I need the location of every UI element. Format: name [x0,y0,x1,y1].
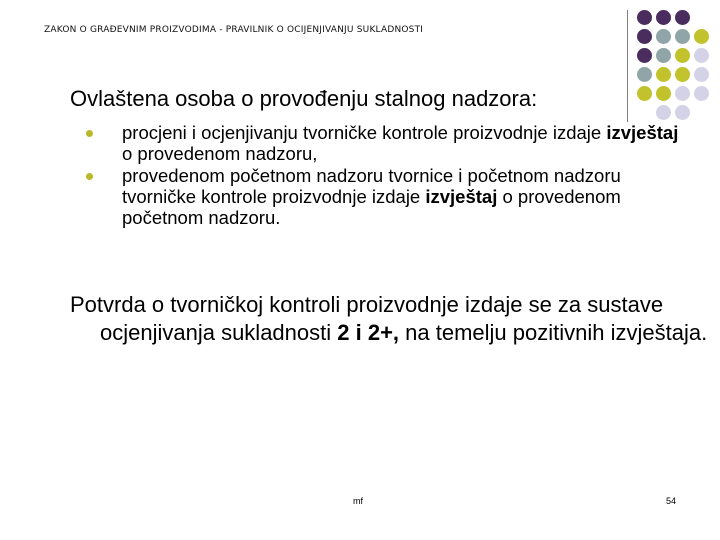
bullet-text: o provedenom nadzoru, [122,143,318,164]
bullet-text: o provedenom početnom nadzoru. [122,186,621,228]
body-paragraph [70,291,720,347]
bullet-text: provedenom početnom nadzoru tvornice i početnom nadzoru tvorničke kontrole proizvodnje izdaje [122,165,621,207]
decorative-dot [656,105,671,120]
decorative-dot [637,29,652,44]
decorative-dot [675,105,690,120]
bullet-dot-icon [86,173,93,180]
bullet-text: procjeni i ocjenjivanju tvorničke kontrole proizvodnje izdaje [122,122,607,143]
decorative-dot [637,67,652,82]
bullet-item [86,122,686,164]
bullet-item [86,165,686,228]
decorative-dot [656,67,671,82]
bullet-bold-text: izvještaj [606,122,679,143]
decorative-dot [656,86,671,101]
divider-line [627,10,628,122]
bullet-dot-icon [86,130,93,137]
decorative-dot [675,10,690,25]
bullet-list [86,122,686,229]
decorative-dot [675,67,690,82]
decorative-dot [656,48,671,63]
paragraph-bold-text: 2 i 2+, [337,320,400,345]
footer-author: mf [353,496,363,506]
decorative-dot [694,48,709,63]
decorative-dot [656,29,671,44]
decorative-dot [694,29,709,44]
decorative-dot [637,48,652,63]
decorative-dot [694,86,709,101]
paragraph-text: Potvrda o tvorničkoj kontroli proizvodnje izdaje se za sustave ocjenjivanja sukladnosti [70,292,664,345]
decorative-dot [675,86,690,101]
decorative-dot [637,10,652,25]
decorative-dot [675,29,690,44]
header-title: ZAKON O GRAĐEVNIM PROIZVODIMA - PRAVILNIK O OCIJENJIVANJU SUKLADNOSTI [44,25,424,35]
paragraph-text: na temelju pozitivnih izvještaja. [399,320,708,345]
decorative-dot [675,48,690,63]
page-number: 54 [666,496,677,506]
bullet-bold-text: izvještaj [425,186,498,207]
section-heading: Ovlaštena osoba o provođenju stalnog nadzora: [70,86,538,111]
decorative-dot [637,86,652,101]
decorative-dot [656,10,671,25]
decorative-dot [694,67,709,82]
